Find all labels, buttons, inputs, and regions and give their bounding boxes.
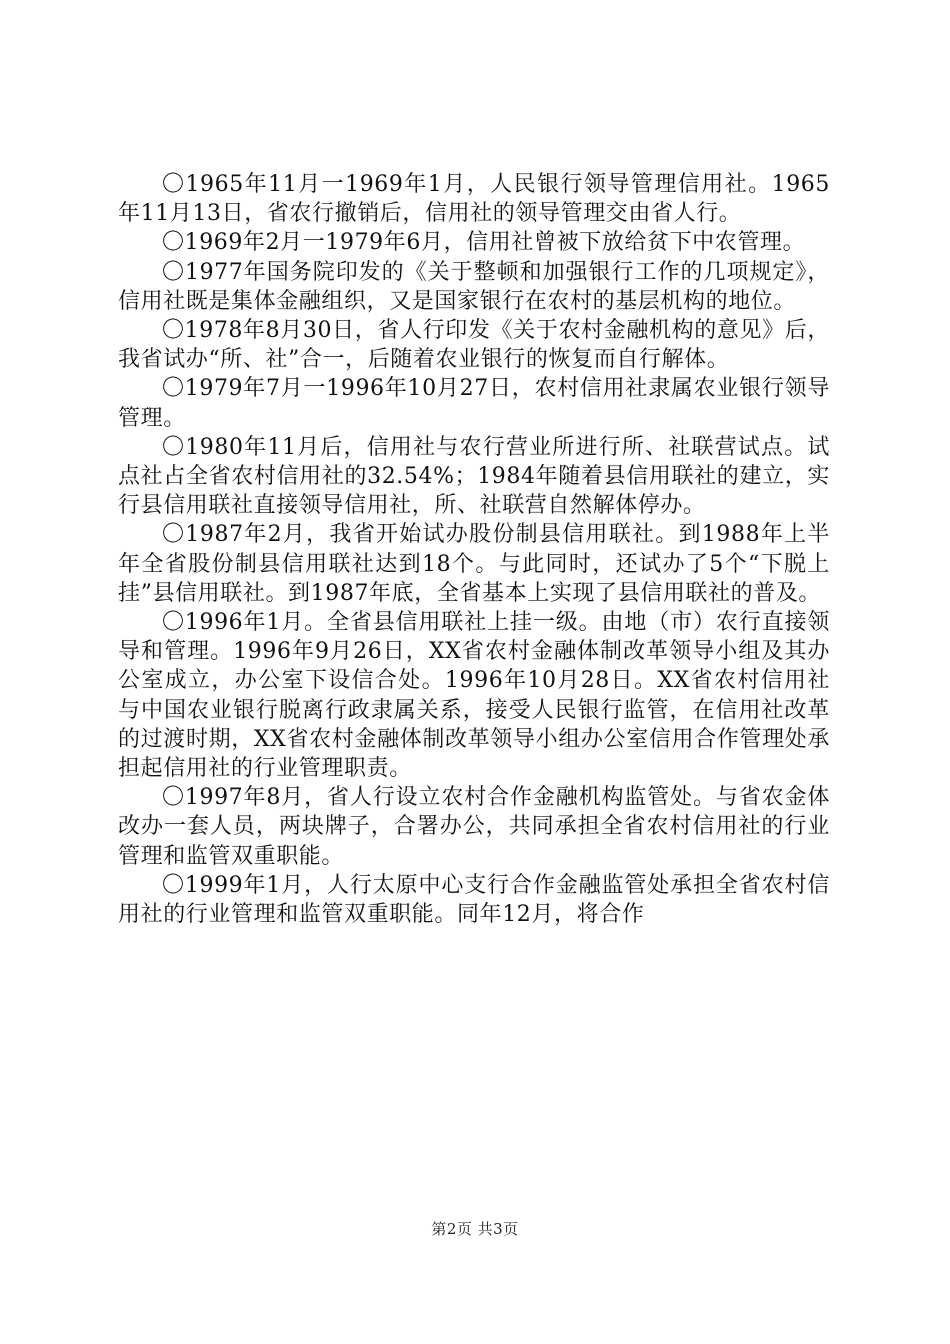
paragraph-1999: 〇1999年1月，人行太原中心支行合作金融监管处承担全省农村信用社的行业管理和监管双重职能。同年12月，将合作: [118, 872, 830, 928]
page-number-label: 第2页 共3页: [431, 1220, 519, 1238]
paragraph-1996: 〇1996年1月。全省县信用联社上挂一级。由地（市）农行直接领导和管理。1996年9月26日，XX省农村金融体制改革领导小组及其办公室成立，办公室下设信合处。1996年10月28日。XX省农村信用社与中国农业银行脱离行政隶属关系，接受人民银行监管，在信用社改革的过渡时期，XX省农村金融体制改革领导小组办公室信用合作管理处承担起信用社的行业管理职责。: [118, 610, 830, 782]
paragraph-1980: 〇1980年11月后，信用社与农行营业所进行所、社联营试点。试点社占全省农村信用社的32.54%；1984年随着县信用联社的建立，实行县信用联社直接领导信用社，所、社联营自然解体停办。: [118, 434, 830, 519]
paragraph-1977: 〇1977年国务院印发的《关于整顿和加强银行工作的几项规定》，信用社既是集体金融组织，又是国家银行在农村的基层机构的地位。: [118, 259, 830, 314]
page-footer: [0, 1218, 950, 1239]
document-body: [118, 170, 830, 929]
paragraph-1987: 〇1987年2月，我省开始试办股份制县信用联社。到1988年上半年全省股份制县信用联社达到18个。与此同时，还试办了5个“下脱上挂”县信用联社。到1987年底，全省基本上实现了县信用联社的普及。: [118, 522, 830, 606]
paragraph-1969-1979: 〇1969年2月一1979年6月，信用社曾被下放给贫下中农管理。: [162, 230, 806, 256]
paragraph-1979-1996: 〇1979年7月一1996年10月27日，农村信用社隶属农业银行领导管理。: [118, 376, 830, 431]
paragraph-1997: 〇1997年8月，省人行设立农村合作金融机构监管处。与省农金体改办一套人员，两块牌子，合署办公，共同承担全省农村信用社的行业管理和监管双重职能。: [118, 785, 830, 869]
paragraph-1965-1969: 〇1965年11月一1969年1月，人民银行领导管理信用社。1965年11月13日，省农行撤销后，信用社的领导管理交由省人行。: [118, 172, 830, 227]
paragraph-1978: 〇1978年8月30日，省人行印发《关于农村金融机构的意见》后，我省试办“所、社”合一，后随着农业银行的恢复而自行解体。: [118, 318, 830, 373]
